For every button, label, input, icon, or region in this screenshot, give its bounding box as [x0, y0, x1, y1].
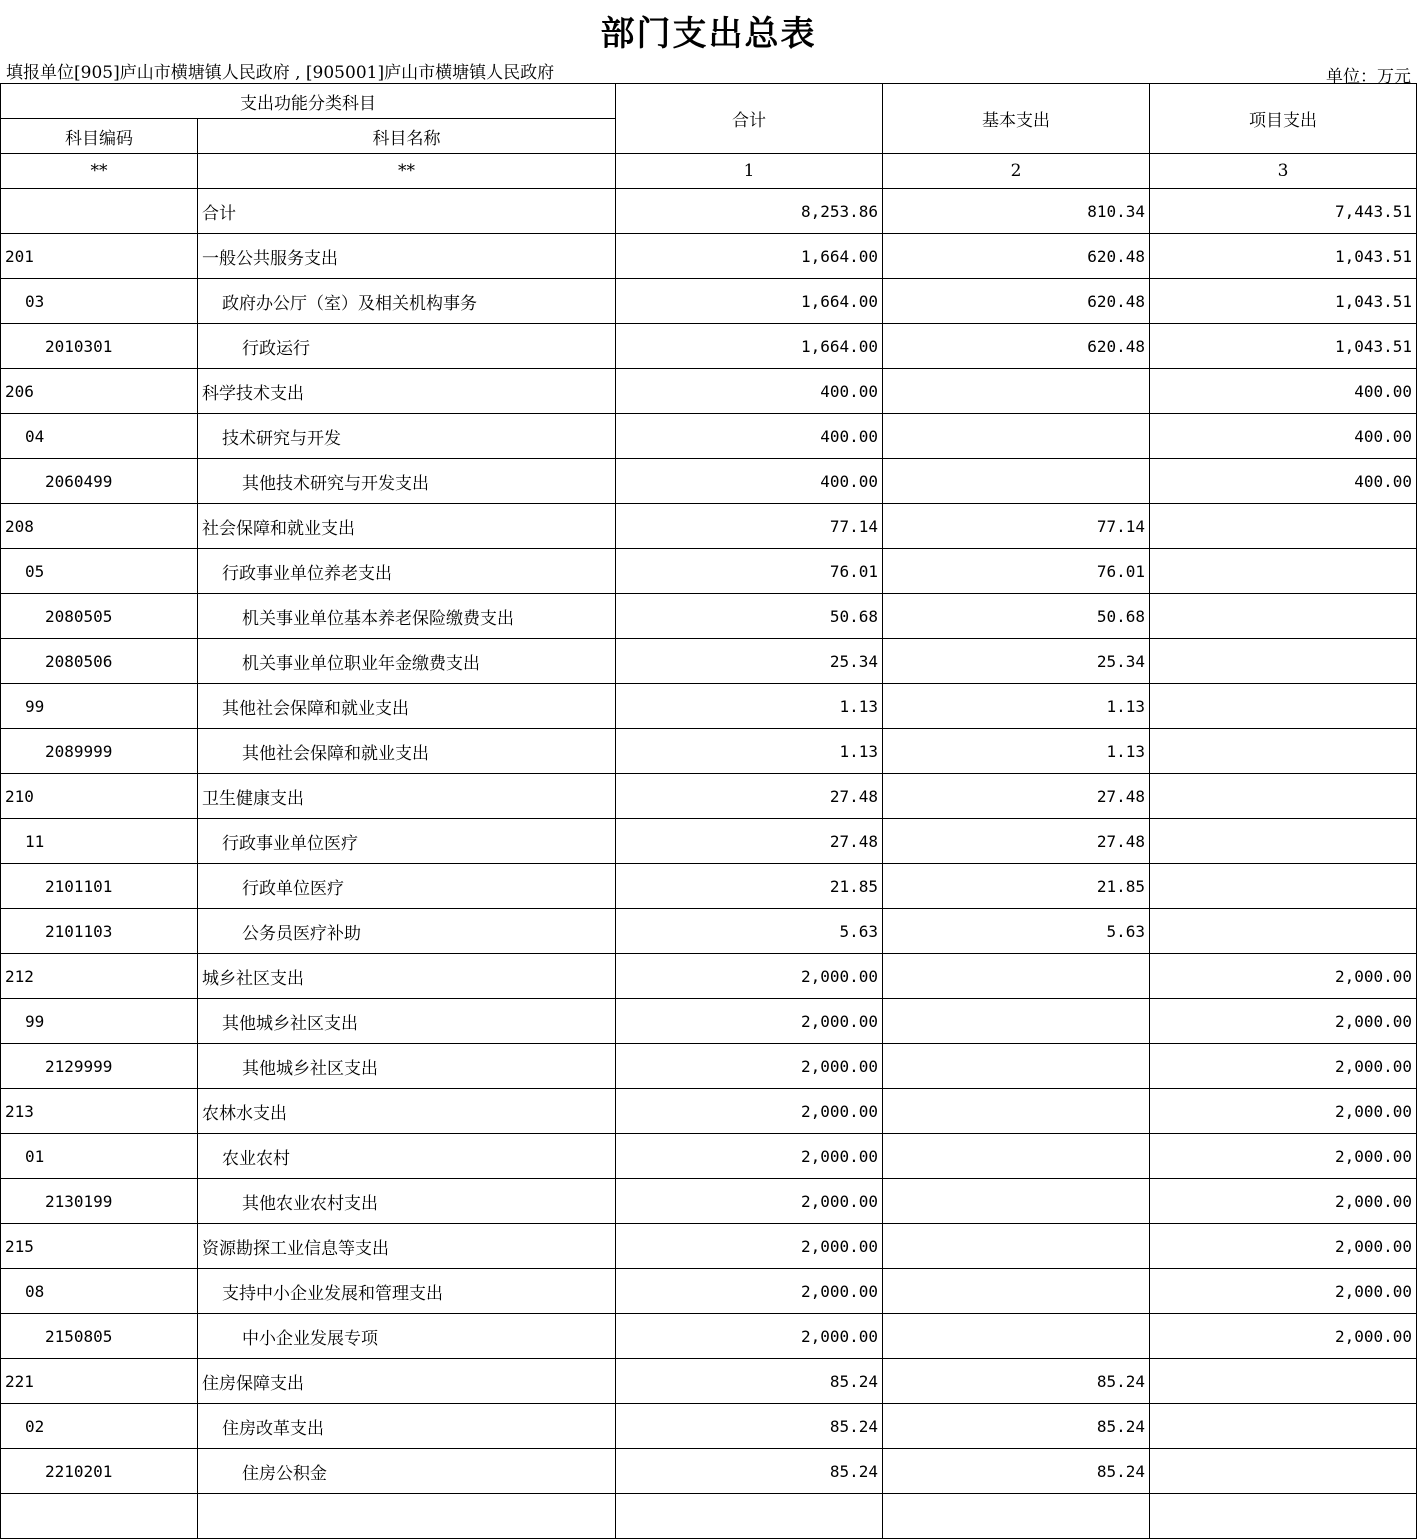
total-cell: 8,253.86 [616, 189, 883, 234]
total-cell: 85.24 [616, 1449, 883, 1494]
subject-code-cell: 206 [1, 369, 198, 414]
subject-name-cell: 政府办公厅（室）及相关机构事务 [198, 279, 616, 324]
total-cell: 400.00 [616, 459, 883, 504]
total-cell: 2,000.00 [616, 1044, 883, 1089]
subject-code-cell: 08 [1, 1269, 198, 1314]
subject-code-cell: 221 [1, 1359, 198, 1404]
basic-cell: 85.24 [883, 1359, 1150, 1404]
table-row [1, 414, 1417, 459]
header-total: 合计 [616, 84, 883, 154]
subject-code-cell: 2010301 [1, 324, 198, 369]
basic-cell [883, 1269, 1150, 1314]
basic-cell [883, 414, 1150, 459]
total-cell: 5.63 [616, 909, 883, 954]
total-cell: 77.14 [616, 504, 883, 549]
project-cell [1150, 504, 1417, 549]
subject-code-cell: 2101103 [1, 909, 198, 954]
subject-code-cell: 2130199 [1, 1179, 198, 1224]
subject-name-cell: 其他技术研究与开发支出 [198, 459, 616, 504]
subject-code-cell: 213 [1, 1089, 198, 1134]
subject-name-cell [198, 1494, 616, 1539]
subject-code-cell [1, 189, 198, 234]
total-cell [616, 1494, 883, 1539]
total-cell: 27.48 [616, 819, 883, 864]
header-function-category: 支出功能分类科目 [1, 84, 616, 119]
subject-code-cell: 2101101 [1, 864, 198, 909]
basic-cell: 620.48 [883, 324, 1150, 369]
project-cell [1150, 819, 1417, 864]
subject-code-cell: 05 [1, 549, 198, 594]
project-cell [1150, 864, 1417, 909]
project-cell [1150, 909, 1417, 954]
project-cell: 2,000.00 [1150, 1134, 1417, 1179]
table-row [1, 279, 1417, 324]
total-cell: 25.34 [616, 639, 883, 684]
table-row [1, 864, 1417, 909]
project-cell: 7,443.51 [1150, 189, 1417, 234]
subject-name-cell: 技术研究与开发 [198, 414, 616, 459]
subject-name-cell: 中小企业发展专项 [198, 1314, 616, 1359]
subject-name-cell: 行政单位医疗 [198, 864, 616, 909]
basic-cell: 5.63 [883, 909, 1150, 954]
project-cell [1150, 1359, 1417, 1404]
subject-code-cell: 215 [1, 1224, 198, 1269]
table-row [1, 819, 1417, 864]
project-cell: 1,043.51 [1150, 234, 1417, 279]
project-cell: 2,000.00 [1150, 1269, 1417, 1314]
table-row [1, 504, 1417, 549]
table-row [1, 729, 1417, 774]
table-row [1, 1359, 1417, 1404]
currency-unit: 单位：万元 [1326, 67, 1411, 87]
basic-cell: 21.85 [883, 864, 1150, 909]
total-cell: 2,000.00 [616, 1314, 883, 1359]
subject-code-cell: 201 [1, 234, 198, 279]
subject-name-cell: 行政事业单位养老支出 [198, 549, 616, 594]
table-row [1, 459, 1417, 504]
basic-cell: 1.13 [883, 684, 1150, 729]
basic-cell: 76.01 [883, 549, 1150, 594]
basic-cell: 27.48 [883, 819, 1150, 864]
project-cell: 400.00 [1150, 369, 1417, 414]
subject-name-cell: 科学技术支出 [198, 369, 616, 414]
header-project: 项目支出 [1150, 84, 1417, 154]
expenditure-table [0, 83, 1417, 1539]
total-cell: 2,000.00 [616, 1179, 883, 1224]
total-cell: 50.68 [616, 594, 883, 639]
subject-code-cell: 99 [1, 999, 198, 1044]
subject-code-cell: 2080506 [1, 639, 198, 684]
total-cell: 1,664.00 [616, 234, 883, 279]
total-cell: 85.24 [616, 1404, 883, 1449]
subject-name-cell: 机关事业单位职业年金缴费支出 [198, 639, 616, 684]
total-cell: 1.13 [616, 684, 883, 729]
subject-name-cell: 卫生健康支出 [198, 774, 616, 819]
table-row [1, 1089, 1417, 1134]
basic-cell [883, 1044, 1150, 1089]
subject-name-cell: 行政事业单位医疗 [198, 819, 616, 864]
total-cell: 2,000.00 [616, 1224, 883, 1269]
basic-cell: 25.34 [883, 639, 1150, 684]
table-row [1, 324, 1417, 369]
subject-code-cell: 210 [1, 774, 198, 819]
basic-cell: 27.48 [883, 774, 1150, 819]
index-cell: ** [198, 154, 616, 189]
project-cell: 2,000.00 [1150, 1179, 1417, 1224]
subject-name-cell: 农林水支出 [198, 1089, 616, 1134]
table-row [1, 1044, 1417, 1089]
basic-cell: 85.24 [883, 1404, 1150, 1449]
subject-name-cell: 行政运行 [198, 324, 616, 369]
subject-name-cell: 其他城乡社区支出 [198, 1044, 616, 1089]
project-cell: 2,000.00 [1150, 954, 1417, 999]
basic-cell [883, 1314, 1150, 1359]
subject-name-cell: 其他社会保障和就业支出 [198, 684, 616, 729]
reporting-unit: 填报单位[905]庐山市横塘镇人民政府 , [905001]庐山市横塘镇人民政府 [6, 63, 555, 83]
subject-name-cell: 社会保障和就业支出 [198, 504, 616, 549]
basic-cell: 1.13 [883, 729, 1150, 774]
total-cell: 76.01 [616, 549, 883, 594]
subject-code-cell: 2150805 [1, 1314, 198, 1359]
subject-name-cell: 支持中小企业发展和管理支出 [198, 1269, 616, 1314]
basic-cell [883, 999, 1150, 1044]
header-name: 科目名称 [198, 119, 616, 154]
subject-code-cell: 2129999 [1, 1044, 198, 1089]
table-row [1, 999, 1417, 1044]
total-cell: 2,000.00 [616, 954, 883, 999]
subject-code-cell: 03 [1, 279, 198, 324]
total-cell: 2,000.00 [616, 999, 883, 1044]
total-cell: 1.13 [616, 729, 883, 774]
subject-name-cell: 住房保障支出 [198, 1359, 616, 1404]
table-row [1, 684, 1417, 729]
basic-cell: 77.14 [883, 504, 1150, 549]
index-cell: ** [1, 154, 198, 189]
basic-cell [883, 1179, 1150, 1224]
index-cell: 1 [616, 154, 883, 189]
subject-name-cell: 资源勘探工业信息等支出 [198, 1224, 616, 1269]
project-cell [1150, 639, 1417, 684]
subject-name-cell: 公务员医疗补助 [198, 909, 616, 954]
total-cell: 2,000.00 [616, 1269, 883, 1314]
project-cell [1150, 549, 1417, 594]
subject-name-cell: 一般公共服务支出 [198, 234, 616, 279]
project-cell: 400.00 [1150, 459, 1417, 504]
total-cell: 21.85 [616, 864, 883, 909]
project-cell [1150, 774, 1417, 819]
subject-name-cell: 城乡社区支出 [198, 954, 616, 999]
subject-name-cell: 其他农业农村支出 [198, 1179, 616, 1224]
subject-code-cell: 2080505 [1, 594, 198, 639]
project-cell: 1,043.51 [1150, 324, 1417, 369]
total-cell: 400.00 [616, 414, 883, 459]
total-cell: 2,000.00 [616, 1089, 883, 1134]
table-row [1, 549, 1417, 594]
basic-cell [883, 1224, 1150, 1269]
table-row [1, 1269, 1417, 1314]
basic-cell [883, 1494, 1150, 1539]
table-row [1, 1314, 1417, 1359]
table-row [1, 369, 1417, 414]
subject-name-cell: 住房公积金 [198, 1449, 616, 1494]
project-cell: 2,000.00 [1150, 1314, 1417, 1359]
subject-name-cell: 机关事业单位基本养老保险缴费支出 [198, 594, 616, 639]
table-row [1, 1134, 1417, 1179]
total-cell: 1,664.00 [616, 279, 883, 324]
table-row [1, 189, 1417, 234]
basic-cell [883, 1134, 1150, 1179]
project-cell [1150, 729, 1417, 774]
project-cell: 2,000.00 [1150, 1044, 1417, 1089]
subject-code-cell [1, 1494, 198, 1539]
project-cell [1150, 684, 1417, 729]
table-row [1, 774, 1417, 819]
subject-name-cell: 合计 [198, 189, 616, 234]
total-cell: 400.00 [616, 369, 883, 414]
table-row [1, 234, 1417, 279]
subject-code-cell: 01 [1, 1134, 198, 1179]
table-row [1, 909, 1417, 954]
subject-name-cell: 其他社会保障和就业支出 [198, 729, 616, 774]
subject-code-cell: 2060499 [1, 459, 198, 504]
index-cell: 2 [883, 154, 1150, 189]
basic-cell: 85.24 [883, 1449, 1150, 1494]
project-cell: 2,000.00 [1150, 1224, 1417, 1269]
page-title: 部门支出总表 [600, 14, 817, 54]
table-row [1, 1404, 1417, 1449]
subject-code-cell: 11 [1, 819, 198, 864]
basic-cell [883, 369, 1150, 414]
project-cell [1150, 594, 1417, 639]
table-row [1, 1224, 1417, 1269]
basic-cell [883, 459, 1150, 504]
subject-code-cell: 2210201 [1, 1449, 198, 1494]
table-row [1, 1449, 1417, 1494]
subject-code-cell: 2089999 [1, 729, 198, 774]
subject-name-cell: 其他城乡社区支出 [198, 999, 616, 1044]
header-code: 科目编码 [1, 119, 198, 154]
basic-cell: 810.34 [883, 189, 1150, 234]
project-cell [1150, 1404, 1417, 1449]
basic-cell [883, 1089, 1150, 1134]
total-cell: 85.24 [616, 1359, 883, 1404]
total-cell: 2,000.00 [616, 1134, 883, 1179]
project-cell: 2,000.00 [1150, 1089, 1417, 1134]
subject-name-cell: 住房改革支出 [198, 1404, 616, 1449]
subject-code-cell: 99 [1, 684, 198, 729]
total-cell: 1,664.00 [616, 324, 883, 369]
table-row [1, 594, 1417, 639]
basic-cell: 620.48 [883, 234, 1150, 279]
project-cell: 2,000.00 [1150, 999, 1417, 1044]
basic-cell [883, 954, 1150, 999]
project-cell [1150, 1449, 1417, 1494]
project-cell: 1,043.51 [1150, 279, 1417, 324]
basic-cell: 620.48 [883, 279, 1150, 324]
index-row [1, 154, 1417, 189]
project-cell [1150, 1494, 1417, 1539]
index-cell: 3 [1150, 154, 1417, 189]
subject-code-cell: 02 [1, 1404, 198, 1449]
subject-name-cell: 农业农村 [198, 1134, 616, 1179]
table-row [1, 639, 1417, 684]
table-row [1, 1494, 1417, 1539]
project-cell: 400.00 [1150, 414, 1417, 459]
subject-code-cell: 208 [1, 504, 198, 549]
table-row [1, 954, 1417, 999]
subject-code-cell: 212 [1, 954, 198, 999]
header-basic: 基本支出 [883, 84, 1150, 154]
table-row [1, 1179, 1417, 1224]
basic-cell: 50.68 [883, 594, 1150, 639]
subject-code-cell: 04 [1, 414, 198, 459]
total-cell: 27.48 [616, 774, 883, 819]
